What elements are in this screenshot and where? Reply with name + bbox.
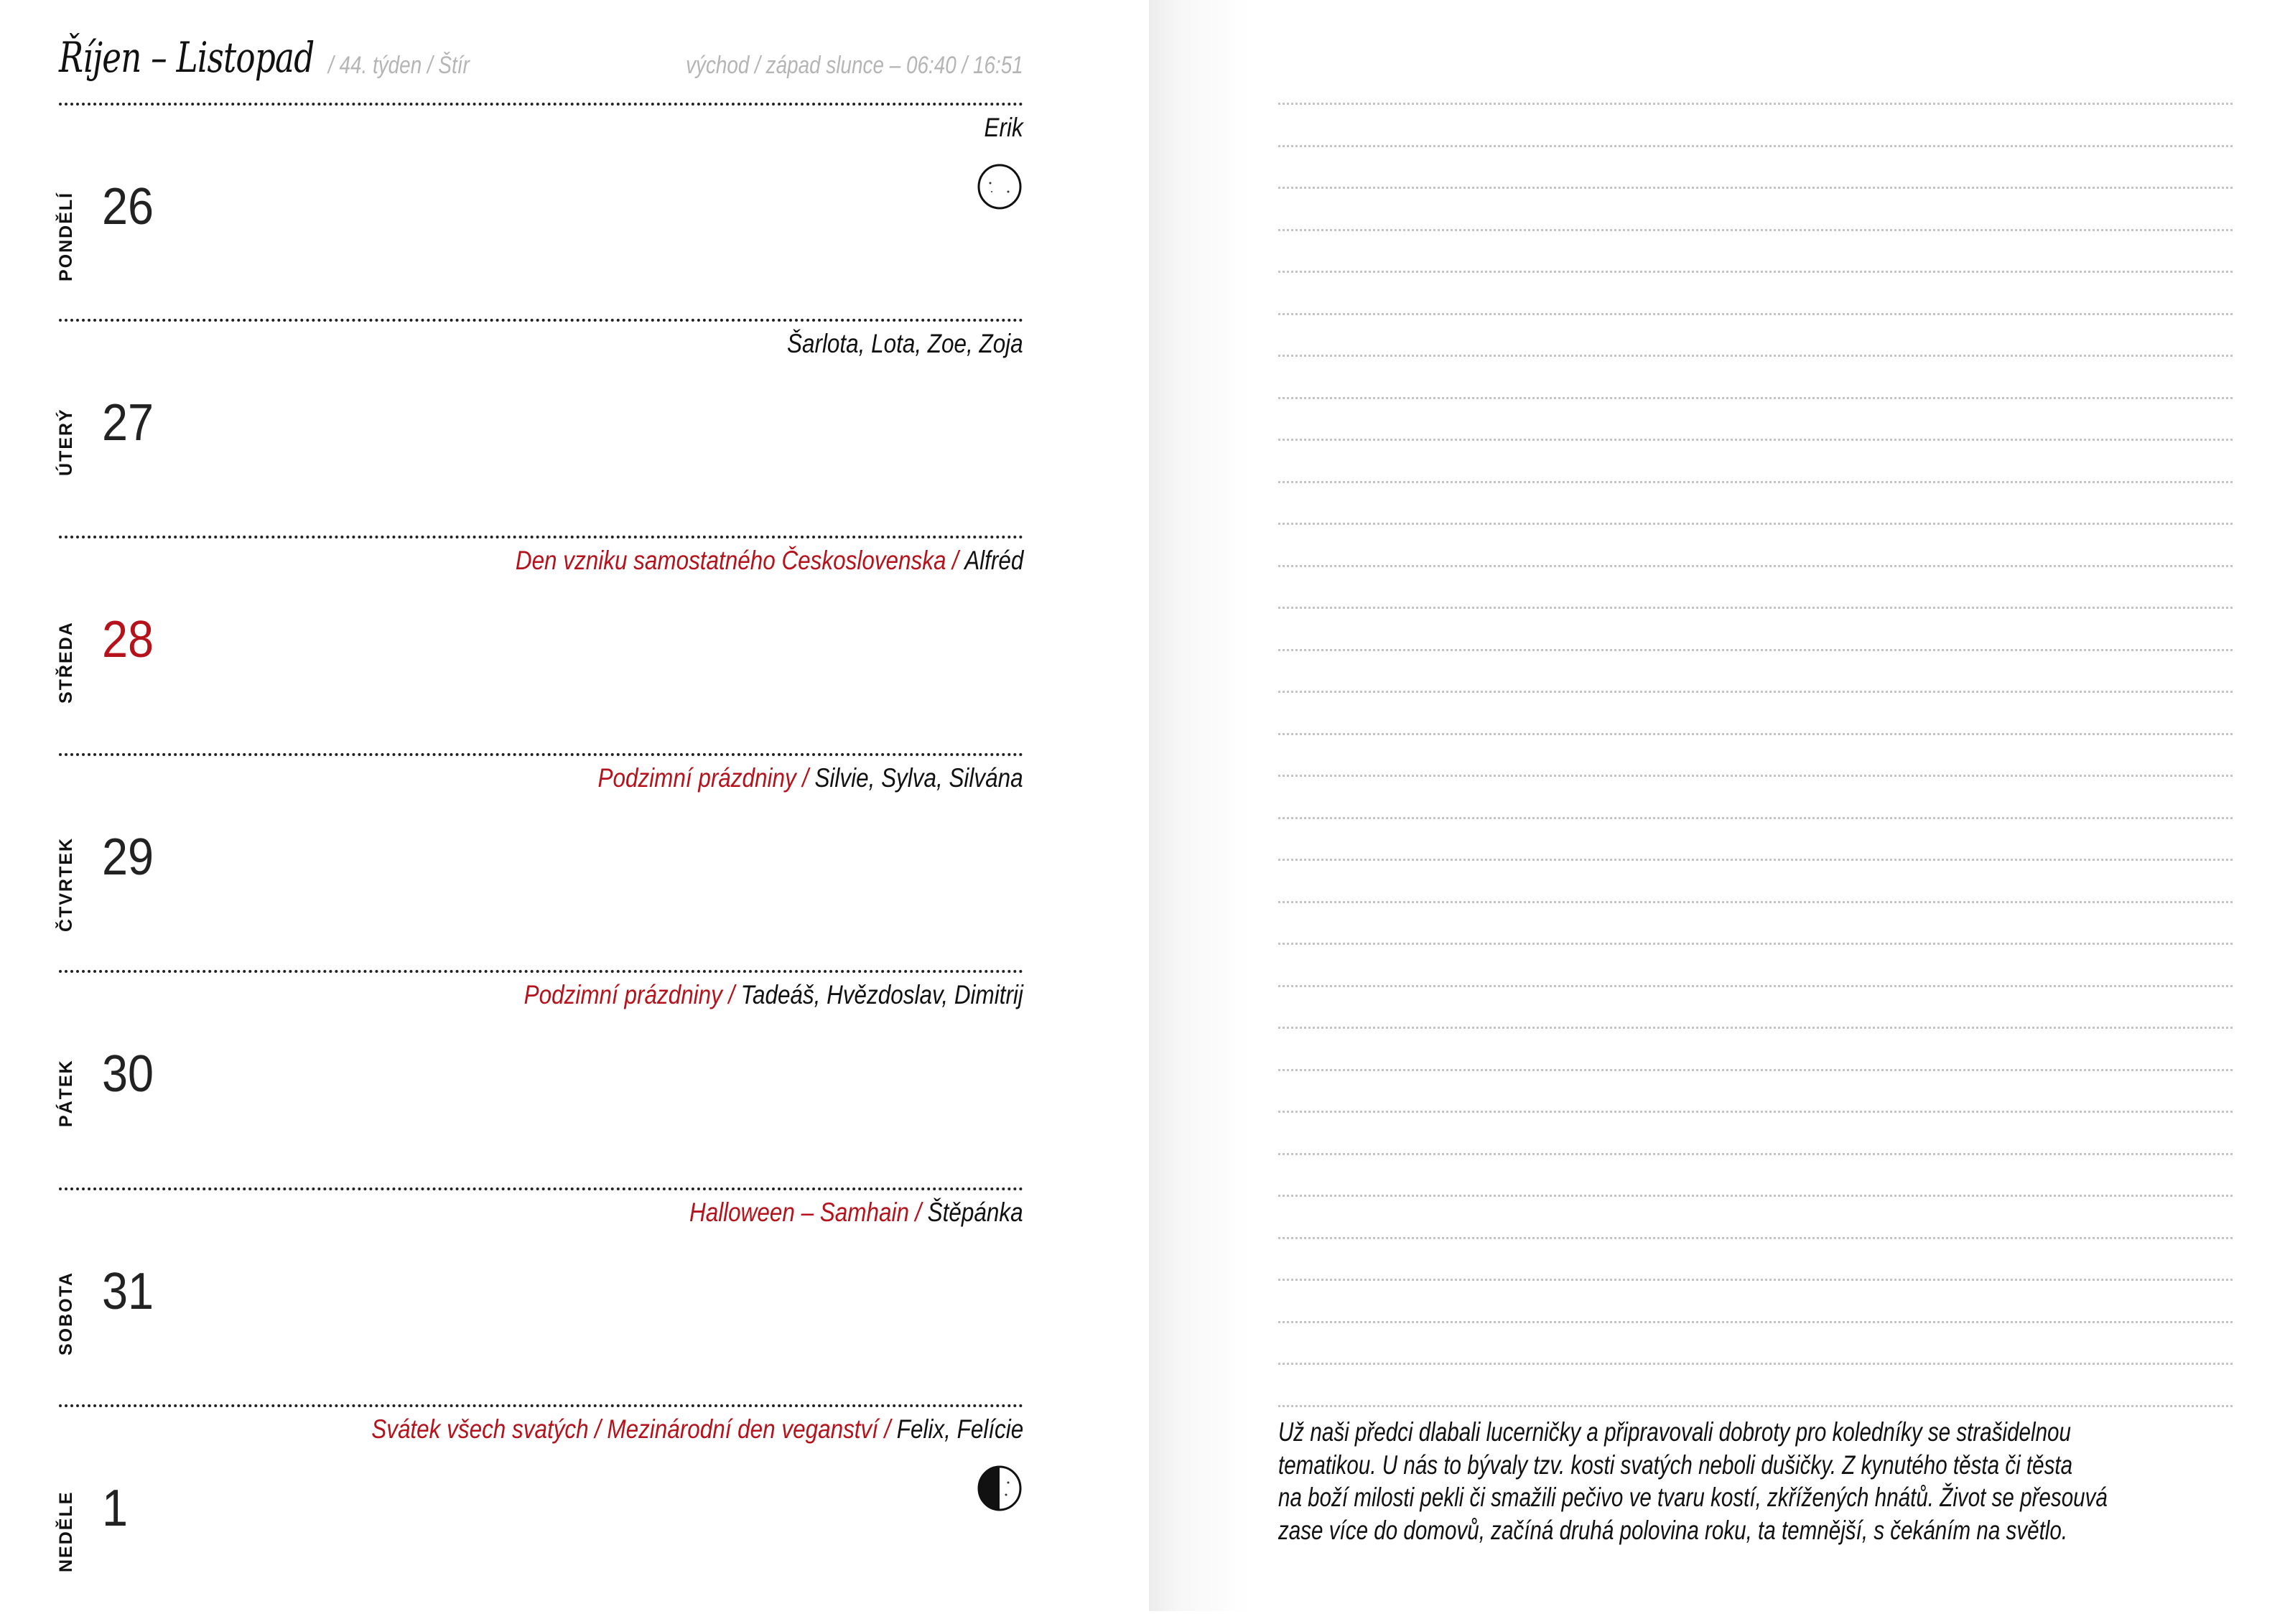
day-row: [56, 538, 1023, 755]
day-name: SOBOTA: [56, 1271, 76, 1355]
note-line-rule: [1278, 1027, 2233, 1029]
holiday-label: Den vzniku samostatného Československa: [515, 546, 946, 575]
day-events: [515, 546, 1023, 576]
name-day: Silvie, Sylva, Silvána: [814, 763, 1023, 793]
note-line-rule: [1278, 1321, 2233, 1323]
note-line-rule: [1278, 943, 2233, 945]
note-line-rule: [1278, 1069, 2233, 1071]
note-line-rule: [1278, 439, 2233, 441]
holiday-label: Svátek všech svatých: [371, 1414, 589, 1444]
holiday-label: Podzimní prázdniny: [523, 980, 722, 1009]
holiday-label: Podzimní prázdniny: [597, 763, 797, 793]
note-line-rule: [1278, 691, 2233, 693]
day-number: 30: [102, 1045, 154, 1103]
separator: /: [884, 1414, 890, 1444]
note-line: zase více do domovů, začíná druhá polovina roku, ta temnější, s čekáním na světlo.: [1278, 1515, 2068, 1545]
note-line-rule: [1278, 523, 2233, 525]
day-row: [56, 1407, 1023, 1624]
day-row: [56, 973, 1023, 1190]
note-line-rule: [1278, 1153, 2233, 1155]
separator: /: [802, 763, 809, 793]
note-line-rule: [1278, 271, 2233, 273]
day-number: 1: [102, 1480, 129, 1537]
note-line-rule: [1278, 1111, 2233, 1113]
day-number: 28: [102, 611, 154, 668]
note-line-rule: [1278, 145, 2233, 147]
note-line-rule: [1278, 985, 2233, 987]
holiday-label: Halloween – Samhain: [689, 1198, 910, 1227]
note-line: tematikou. U nás to bývaly tzv. kosti svatých neboli dušičky. Z kynutého těsta či těsta: [1278, 1450, 2073, 1480]
note-line-rule: [1278, 481, 2233, 483]
day-name: ČTVRTEK: [56, 836, 76, 932]
page-title: Říjen – Listopad: [59, 33, 315, 82]
note-paragraph: [1278, 1416, 2240, 1546]
day-number: 27: [102, 394, 154, 452]
separator: /: [594, 1414, 601, 1444]
day-name: PÁTEK: [56, 1059, 76, 1127]
page-header: [59, 29, 1023, 86]
note-line-rule: [1278, 229, 2233, 231]
day-events: [985, 113, 1023, 143]
day-number: 26: [102, 178, 154, 235]
note-line-rule: [1278, 1237, 2233, 1239]
note-line-rule: [1278, 607, 2233, 609]
note-line-rule: [1278, 817, 2233, 819]
name-day: Erik: [984, 113, 1023, 142]
holiday-label: Mezinárodní den veganství: [607, 1414, 878, 1444]
note-line-rule: [1278, 649, 2233, 651]
day-row: [56, 1190, 1023, 1407]
day-row: [56, 322, 1023, 538]
note-line-rule: [1278, 1279, 2233, 1281]
note-line-rule: [1278, 1405, 2233, 1407]
note-line-rule: [1278, 733, 2233, 735]
note-line-rule: [1278, 397, 2233, 399]
last-quarter-moon-icon: [976, 1465, 1023, 1512]
name-day: Felix, Felície: [896, 1414, 1023, 1444]
sunrise-sunset: východ / západ slunce – 06:40 / 16:51: [686, 52, 1023, 79]
day-name: ÚTERÝ: [56, 408, 76, 476]
note-line: na boží milosti pekli či smažili pečivo ve tvaru kostí, zkřížených hnátů. Život se přesouvá: [1278, 1483, 2108, 1512]
separator: /: [915, 1198, 922, 1227]
day-events: [371, 1414, 1023, 1445]
name-day: Alfréd: [964, 546, 1023, 575]
note-line-rule: [1278, 565, 2233, 567]
note-line-rule: [1278, 775, 2233, 777]
day-events: [524, 980, 1023, 1010]
note-line-rule: [1278, 1363, 2233, 1365]
name-day: Šarlota, Lota, Zoe, Zoja: [787, 329, 1023, 358]
note-line-rule: [1278, 859, 2233, 861]
note-line-rule: [1278, 1195, 2233, 1197]
name-day: Štěpánka: [928, 1198, 1023, 1227]
day-name: NEDĚLE: [56, 1490, 76, 1572]
day-name: PONDĚLÍ: [56, 191, 76, 281]
separator: /: [951, 546, 959, 575]
day-events: [787, 329, 1023, 359]
note-line-rule: [1278, 187, 2233, 189]
note-line: Už naši předci dlabali lucerničky a připravovali dobroty pro koledníky se strašidelnou: [1278, 1417, 2071, 1447]
separator: /: [728, 980, 735, 1009]
right-page: [1149, 0, 2290, 1611]
note-line-rule: [1278, 901, 2233, 903]
day-name: STŘEDA: [56, 621, 76, 704]
week-info: / 44. týden / Štír: [328, 52, 470, 79]
day-events: [598, 763, 1023, 793]
day-events: [689, 1198, 1023, 1228]
note-line-rule: [1278, 103, 2233, 105]
note-line-rule: [1278, 355, 2233, 357]
day-row: [56, 756, 1023, 973]
name-day: Tadeáš, Hvězdoslav, Dimitrij: [740, 980, 1023, 1009]
day-number: 29: [102, 829, 154, 886]
day-number: 31: [102, 1263, 154, 1320]
full-moon-icon: [976, 163, 1023, 210]
note-line-rule: [1278, 313, 2233, 315]
day-row: [56, 106, 1023, 322]
